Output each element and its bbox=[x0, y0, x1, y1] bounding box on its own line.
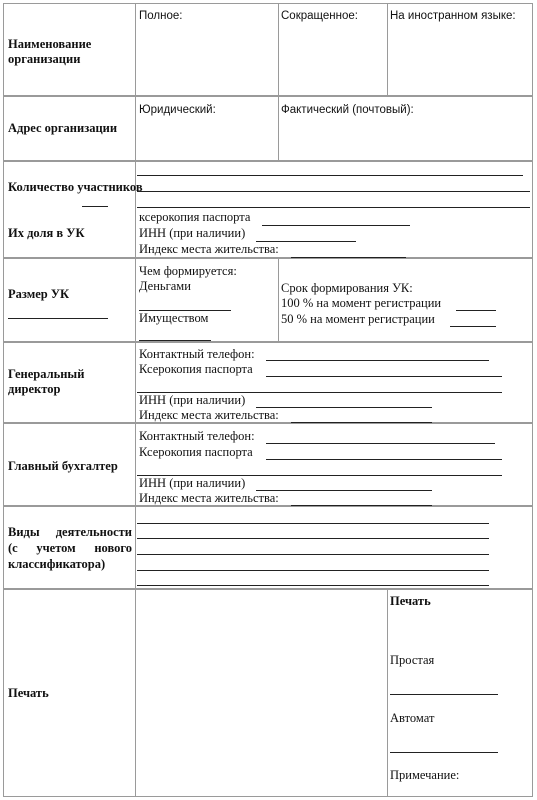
capital-term-50-label: 50 % на момент регистрации bbox=[281, 312, 435, 326]
capital-term-100-blank[interactable] bbox=[456, 310, 496, 311]
participants-line-2[interactable] bbox=[137, 191, 530, 192]
accountant-passport-blank[interactable] bbox=[266, 459, 502, 460]
capital-money-label: Деньгами bbox=[139, 279, 191, 293]
activities-line-3[interactable] bbox=[137, 554, 489, 555]
row-organization-name bbox=[3, 3, 533, 96]
participants-passport-blank[interactable] bbox=[262, 225, 410, 226]
accountant-inn-blank[interactable] bbox=[256, 490, 432, 491]
stamp-note-label: Примечание: bbox=[390, 768, 460, 782]
row-organization-address bbox=[3, 96, 533, 161]
activities-line-5[interactable] bbox=[137, 585, 489, 586]
participants-postcode-label: Индекс места жительства: bbox=[139, 242, 279, 256]
accountant-inn-label: ИНН (при наличии) bbox=[139, 476, 246, 490]
participants-count-blank[interactable] bbox=[82, 206, 108, 207]
foreign-name-label: На иностранном языке: bbox=[390, 10, 516, 22]
stamp-label: Печать bbox=[8, 686, 49, 700]
accountant-postcode-label: Индекс места жительства: bbox=[139, 491, 279, 505]
row-authorized-capital bbox=[3, 258, 533, 342]
director-passport-label: Ксерокопия паспорта bbox=[139, 362, 253, 376]
form-table bbox=[3, 3, 533, 797]
stamp-heading: Печать bbox=[390, 594, 431, 608]
activities-line-1[interactable] bbox=[137, 523, 489, 524]
organization-address-label: Адрес организации bbox=[8, 121, 118, 135]
stamp-simple-label: Простая bbox=[390, 653, 435, 667]
participants-count-label: Количество участников bbox=[8, 180, 143, 194]
director-phone-label: Контактный телефон: bbox=[139, 347, 255, 361]
director-inn-label: ИНН (при наличии) bbox=[139, 393, 246, 407]
capital-term-100-label: 100 % на момент регистрации bbox=[281, 296, 442, 310]
organization-name-label: Наименование организации bbox=[8, 37, 92, 66]
capital-term-50-blank[interactable] bbox=[450, 326, 496, 327]
short-name-label: Сокращенное: bbox=[281, 10, 358, 22]
participants-line-1[interactable] bbox=[137, 175, 523, 176]
director-label: Генеральный директор bbox=[8, 367, 85, 396]
full-name-label: Полное: bbox=[139, 10, 183, 22]
row-activities bbox=[3, 506, 533, 589]
participants-share-label: Их доля в УК bbox=[8, 226, 85, 240]
participants-inn-label: ИНН (при наличии) bbox=[139, 226, 246, 240]
row-general-director bbox=[3, 342, 533, 423]
accountant-passport-label: Ксерокопия паспорта bbox=[139, 445, 253, 459]
capital-property-label: Имуществом bbox=[139, 311, 209, 325]
accountant-phone-label: Контактный телефон: bbox=[139, 429, 255, 443]
director-inn-blank[interactable] bbox=[256, 407, 432, 408]
row-chief-accountant bbox=[3, 423, 533, 506]
director-postcode-label: Индекс места жительства: bbox=[139, 408, 279, 422]
activities-label-line-3: классификатора) bbox=[8, 557, 106, 571]
row-stamp bbox=[3, 589, 533, 797]
stamp-automatic-label: Автомат bbox=[390, 711, 435, 725]
activities-line-4[interactable] bbox=[137, 570, 489, 571]
activities-label-line-2: (с учетом нового bbox=[8, 541, 132, 555]
stamp-simple-blank[interactable] bbox=[390, 694, 498, 695]
participants-line-3[interactable] bbox=[137, 207, 530, 208]
director-phone-blank[interactable] bbox=[266, 360, 489, 361]
director-passport-blank[interactable] bbox=[266, 376, 502, 377]
row-participants bbox=[3, 161, 533, 258]
activities-line-2[interactable] bbox=[137, 538, 489, 539]
legal-address-label: Юридический: bbox=[139, 104, 216, 116]
stamp-automatic-blank[interactable] bbox=[390, 752, 498, 753]
capital-formed-by-label: Чем формируется: bbox=[139, 264, 237, 278]
capital-term-label: Срок формирования УК: bbox=[281, 281, 413, 295]
capital-size-blank[interactable] bbox=[8, 318, 108, 319]
capital-property-blank[interactable] bbox=[139, 340, 211, 341]
accountant-label: Главный бухгалтер bbox=[8, 459, 118, 473]
participants-passport-label: ксерокопия паспорта bbox=[139, 210, 251, 224]
capital-size-label: Размер УК bbox=[8, 287, 70, 301]
actual-address-label: Фактический (почтовый): bbox=[281, 104, 414, 116]
activities-label-line-1: Виды деятельности bbox=[8, 525, 132, 539]
accountant-phone-blank[interactable] bbox=[266, 443, 495, 444]
